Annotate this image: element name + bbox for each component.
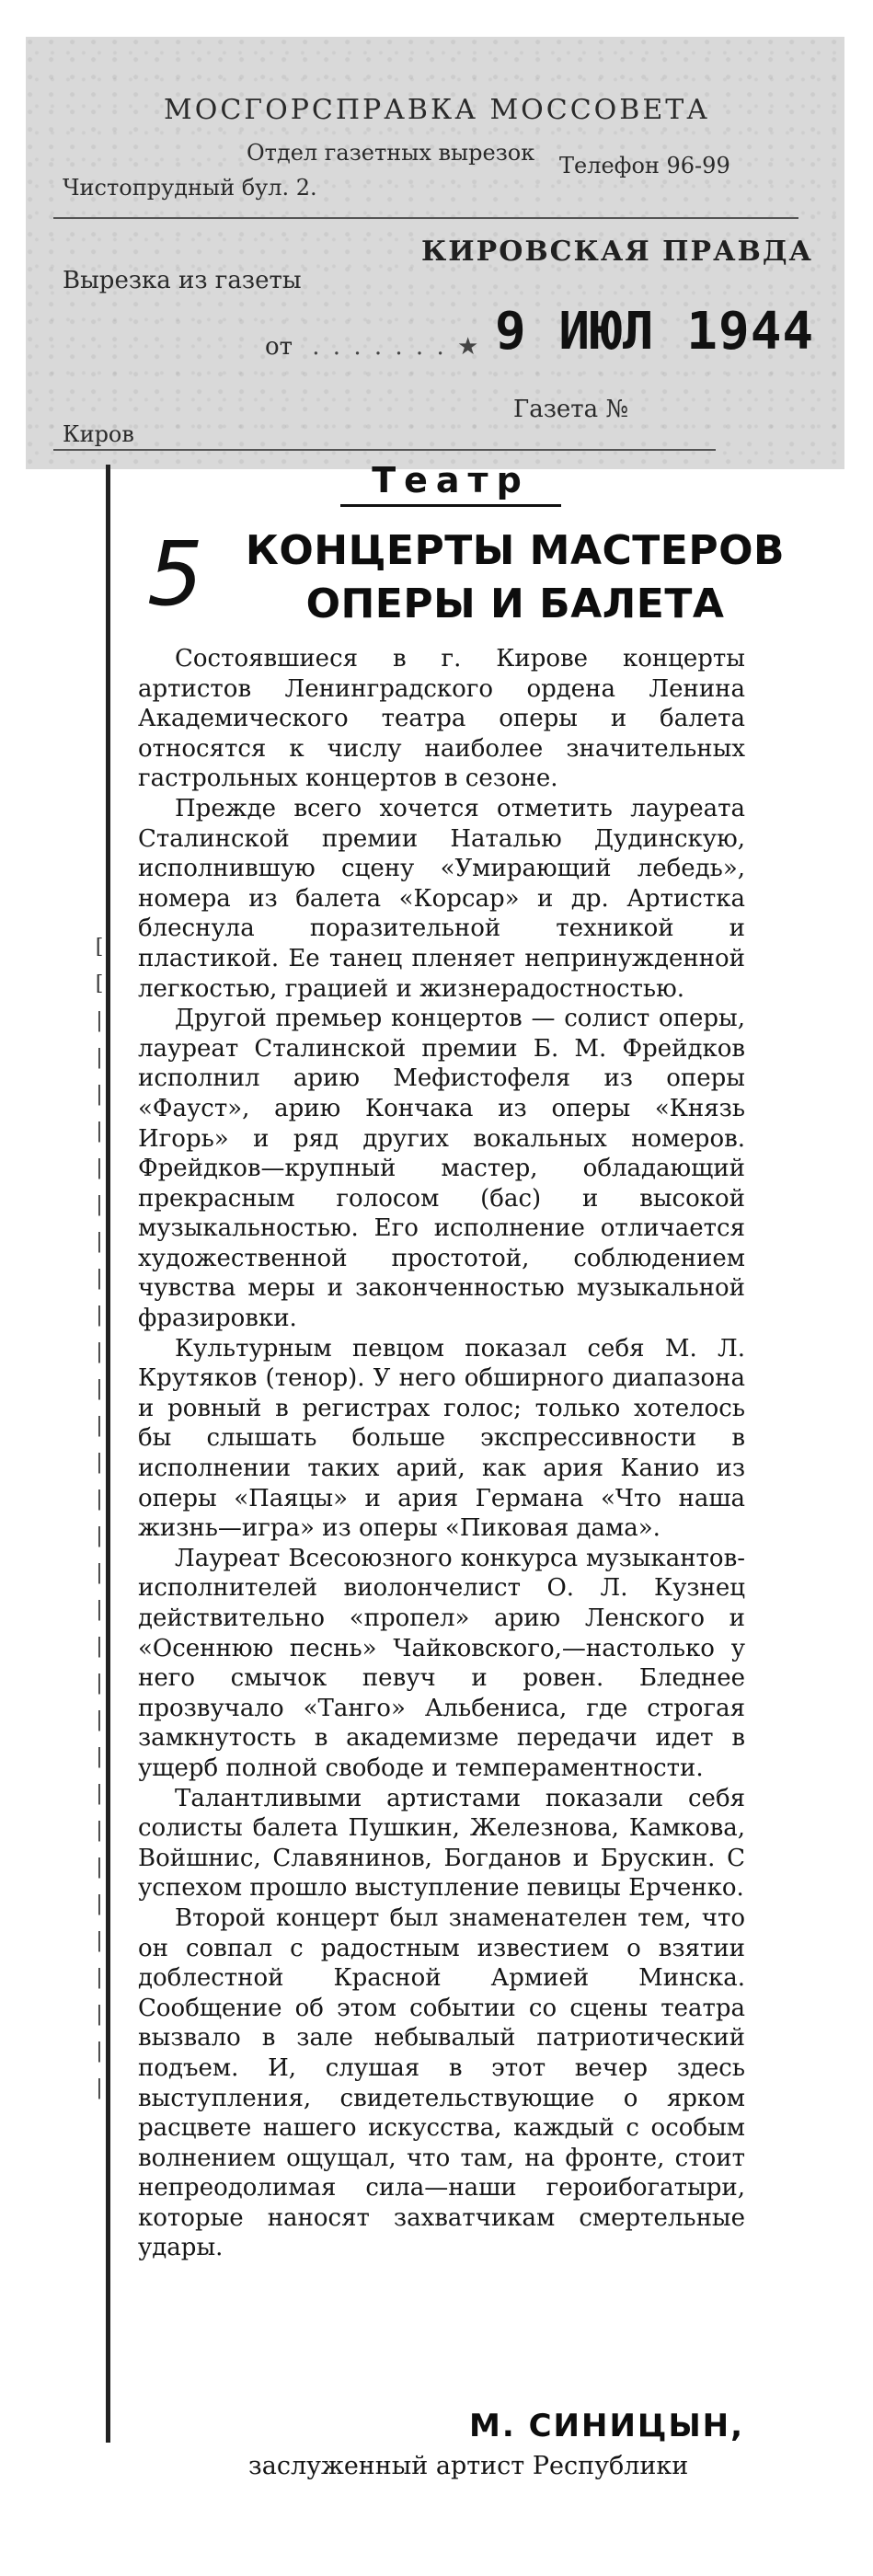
article-body [138,644,745,2263]
clipping-margin-marks: [ [ | | | | | | | | | | | | | | | | | | | | | | | | | | | | | | [95,936,104,2099]
paragraph: Другой премьер концертов — солист оперы, лауреат Сталинской премии Б. М. Фрейдков исполнил арию Мефистофеля из оперы «Фауст», арию Кончака из оперы «Князь Игорь» и ряд других вокальных номеров. Фрейдков—крупный мастер, обладающий прекрасным голосом (бас) и высокой музыкальностью. Его исполнение отличается художественной простотой, соблюдением чувства меры и законченностью музыкальной фразировки. [138,1005,745,1333]
handwritten-number: 5 [147,523,204,626]
headline-line-2: ОПЕРЫ И БАЛЕТА [305,581,725,627]
article-headline [239,524,791,631]
stamp-cut-label: Вырезка из газеты [63,267,302,294]
rubric-underline [340,504,561,507]
stamp-address: Чистопрудный бул. 2. [63,175,317,201]
paragraph: Лауреат Всесоюзного конкурса музыкантов-исполнителей виолончелист О. Л. Кузнец действительно «пропел» арию Ленского и «Осеннюю песнь» Чайковского,—настолько у него смычок певуч и ровен. Бледнее прозвучало «Танго» Альбениса, где строгая замкнутость в академизме передачи идет в ущерб полной свободе и темпераментности. [138,1544,745,1782]
stamp-phone: Телефон 96-99 [559,153,730,178]
paragraph: Состоявшиеся в г. Кирове концерты артистов Ленинградского ордена Ленина Академического театра оперы и балета относятся к числу наиболее значительных гастрольных концертов в сезоне. [138,645,745,793]
stamp-gazeta-label: Газета № [513,396,629,423]
stamp-bottom-divider [53,449,716,451]
paragraph: Культурным певцом показал себя М. Л. Крутяков (тенор). У него обширного диапазона и ровный в регистрах голос; только хотелось бы слышать больше экспрессивности в исполнении таких арий, как ария Канио из оперы «Паяцы» и ария Германа «Что наша жизнь—игра» из оперы «Пиковая дама». [138,1334,745,1543]
stamp-newspaper: КИРОВСКАЯ ПРАВДА [421,236,813,268]
paragraph: Талантливыми артистами показали себя солисты балета Пушкин, Железнова, Камкова, Войшнис, Славянинов, Богданов и Брускин. С успехом прошло выступление певицы Ерченко. [138,1784,745,1903]
rubric-title: Театр [372,460,530,500]
stamp-date: 9 ИЮЛ 1944 [495,302,815,362]
stamp-city: Киров [63,421,134,447]
stamp-org: МОСГОРСПРАВКА МОССОВЕТА [164,94,710,126]
paragraph: Прежде всего хочется отметить лауреата Сталинской премии Наталью Дудинскую, исполнившую сцену «Умирающий лебедь», номера из балета «Корсар» и др. Артистка блеснула поразительной техникой и пластикой. Ее танец пленяет непринужденной легкостью, грацией и жизнерадостностью. [138,794,745,1003]
author-signature: М. СИНИЦЫН, [469,2408,745,2444]
stamp-divider [53,217,798,219]
author-title: заслуженный артист Республики [248,2452,689,2480]
stamp-fill-dots: . . . . . . . ★ [302,333,482,361]
headline-line-1: КОНЦЕРТЫ МАСТЕРОВ [245,527,786,574]
paragraph: Второй концерт был знаменателен тем, что он совпал с радостным известием о взятии доблестной Красной Армией Минска. Сообщение об этом событии со сцены театра вызвало в зале небывалый патриотический подъем. И, слушая в этот вечер здесь выступления, свидетельствующие о ярком расцвете нашего искусства, каждый с особым волнением ощущал, что там, на фронте, стоит непреодолимая сила—наши героибогатыри, которые наносят захватчикам смертельные удары. [138,1903,745,2262]
stamp-from-label: от [265,333,293,361]
agency-stamp [26,37,844,469]
stamp-dept: Отдел газетных вырезок [247,140,535,166]
